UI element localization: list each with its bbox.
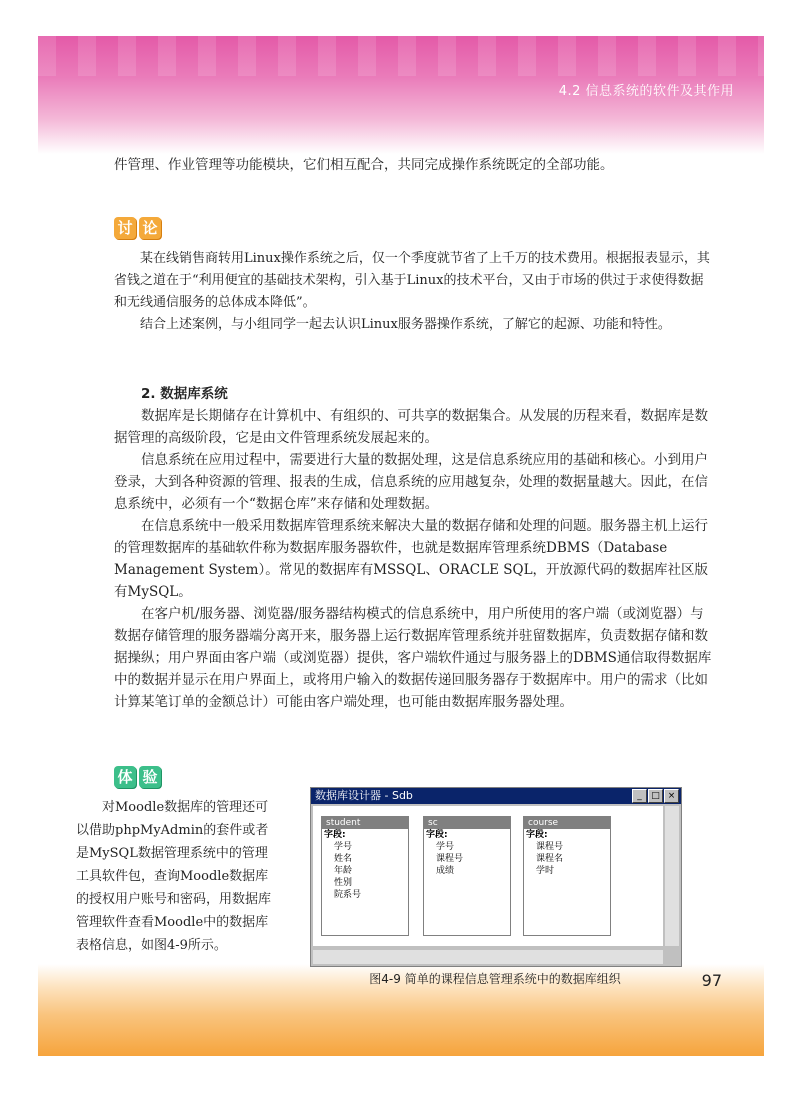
experience-badge xyxy=(114,766,161,788)
db-paragraph-3: 在信息系统中一般采用数据库管理系统来解决大量的数据存储和处理的问题。服务器主机上运行的管理数据库的基础软件称为数据库服务器软件，也就是数据库管理系统DBMS（Database Management System）。常见的数据库有MSSQL、ORACLE SQL，开放源代码的数据库社区版有MySQL。 xyxy=(114,518,709,600)
table-field: 字段: xyxy=(526,830,548,840)
discussion-paragraph-2: 结合上述案例，与小组同学一起去认识Linux服务器操作系统，了解它的起源、功能和特性。 xyxy=(140,317,671,332)
db-designer-window xyxy=(310,787,682,967)
db-paragraph-2: 信息系统在应用过程中，需要进行大量的数据处理，这是信息系统应用的基础和核心。小到用户登录，大到各种资源的管理、报表的生成，信息系统的应用越复杂，处理的数据量越大。因此，在信息系统中，必须有一个“数据仓库”来存储和处理数据。 xyxy=(114,452,708,512)
designer-canvas xyxy=(313,806,663,946)
table-field: 课程号 xyxy=(536,842,564,852)
discussion-paragraph-1: 某在线销售商转用Linux操作系统之后，仅一个季度就节省了上千万的技术费用。根据报表显示，其省钱之道在于“利用便宜的基础技术架构，引入基于Linux的技术平台，又由于市场的供过于求使得数据和无线通信服务的总体成本降低”。 xyxy=(114,251,710,310)
table-field: 学号 xyxy=(436,842,455,852)
table-field: 学时 xyxy=(536,866,555,876)
database-section xyxy=(114,383,714,713)
table-title: student xyxy=(322,817,408,829)
vertical-scrollbar[interactable] xyxy=(665,806,679,946)
table-field: 课程号 xyxy=(436,854,464,864)
section-title: 2. 数据库系统 xyxy=(141,386,228,402)
table-field: 姓名 xyxy=(334,854,353,864)
page-number: 97 xyxy=(701,971,722,990)
close-icon[interactable]: × xyxy=(664,789,679,803)
table-field: 性别 xyxy=(334,878,353,888)
figure-caption: 图4-9 简单的课程信息管理系统中的数据库组织 xyxy=(369,972,621,986)
discussion-badge xyxy=(114,217,161,239)
table-field: 年龄 xyxy=(334,866,353,876)
experience-badge-char-1: 体 xyxy=(114,766,136,788)
table-field: 课程名 xyxy=(536,854,564,864)
horizontal-scrollbar[interactable] xyxy=(313,950,663,964)
experience-badge-char-2: 验 xyxy=(139,766,161,788)
table-sc[interactable] xyxy=(423,816,511,936)
db-paragraph-1: 数据库是长期储存在计算机中、有组织的、可共享的数据集合。从发展的历程来看，数据库是数据管理的高级阶段，它是由文件管理系统发展起来的。 xyxy=(114,408,708,446)
table-title: sc xyxy=(424,817,510,829)
table-field: 学号 xyxy=(334,842,353,852)
discussion-badge-char-1: 讨 xyxy=(114,217,136,239)
experience-text-block xyxy=(76,796,276,957)
discussion-badge-char-2: 论 xyxy=(139,217,161,239)
table-field: 院系号 xyxy=(334,890,362,900)
table-student[interactable] xyxy=(321,816,409,936)
minimize-icon[interactable]: _ xyxy=(632,789,647,803)
table-course[interactable] xyxy=(523,816,611,936)
window-titlebar xyxy=(311,788,681,804)
window-title: 数据库设计器 - Sdb xyxy=(315,789,413,802)
window-controls xyxy=(632,789,679,803)
intro-paragraph: 件管理、作业管理等功能模块，它们相互配合，共同完成操作系统既定的全部功能。 xyxy=(114,157,614,173)
table-field: 字段: xyxy=(426,830,448,840)
table-title: course xyxy=(524,817,610,829)
header-band xyxy=(38,36,764,154)
table-field: 成绩 xyxy=(436,866,455,876)
db-paragraph-4: 在客户机/服务器、浏览器/服务器结构模式的信息系统中，用户所使用的客户端（或浏览器）与数据存储管理的服务器端分离开来，服务器上运行数据库管理系统并驻留数据库，负责数据存储和数据操纵；用户界面由客户端（或浏览器）提供，客户端软件通过与服务器上的DBMS通信取得数据库中的数据并显示在用户界面上，或将用户输入的数据传递回服务器存于数据库中。用户的需求（比如计算某笔订单的金额总计）可能由客户端处理，也可能由数据库服务器处理。 xyxy=(114,606,712,710)
experience-paragraph: 对Moodle数据库的管理还可以借助phpMyAdmin的套件或者是MySQL数据管理系统中的管理工具软件包，查询Moodle数据库的授权用户账号和密码，用数据库管理软件查看Moodle中的数据库表格信息，如图4-9所示。 xyxy=(76,800,272,953)
running-header: 4.2 信息系统的软件及其作用 xyxy=(558,84,734,99)
table-field: 字段: xyxy=(324,830,346,840)
maximize-icon[interactable]: □ xyxy=(648,789,663,803)
discussion-block xyxy=(114,248,714,336)
